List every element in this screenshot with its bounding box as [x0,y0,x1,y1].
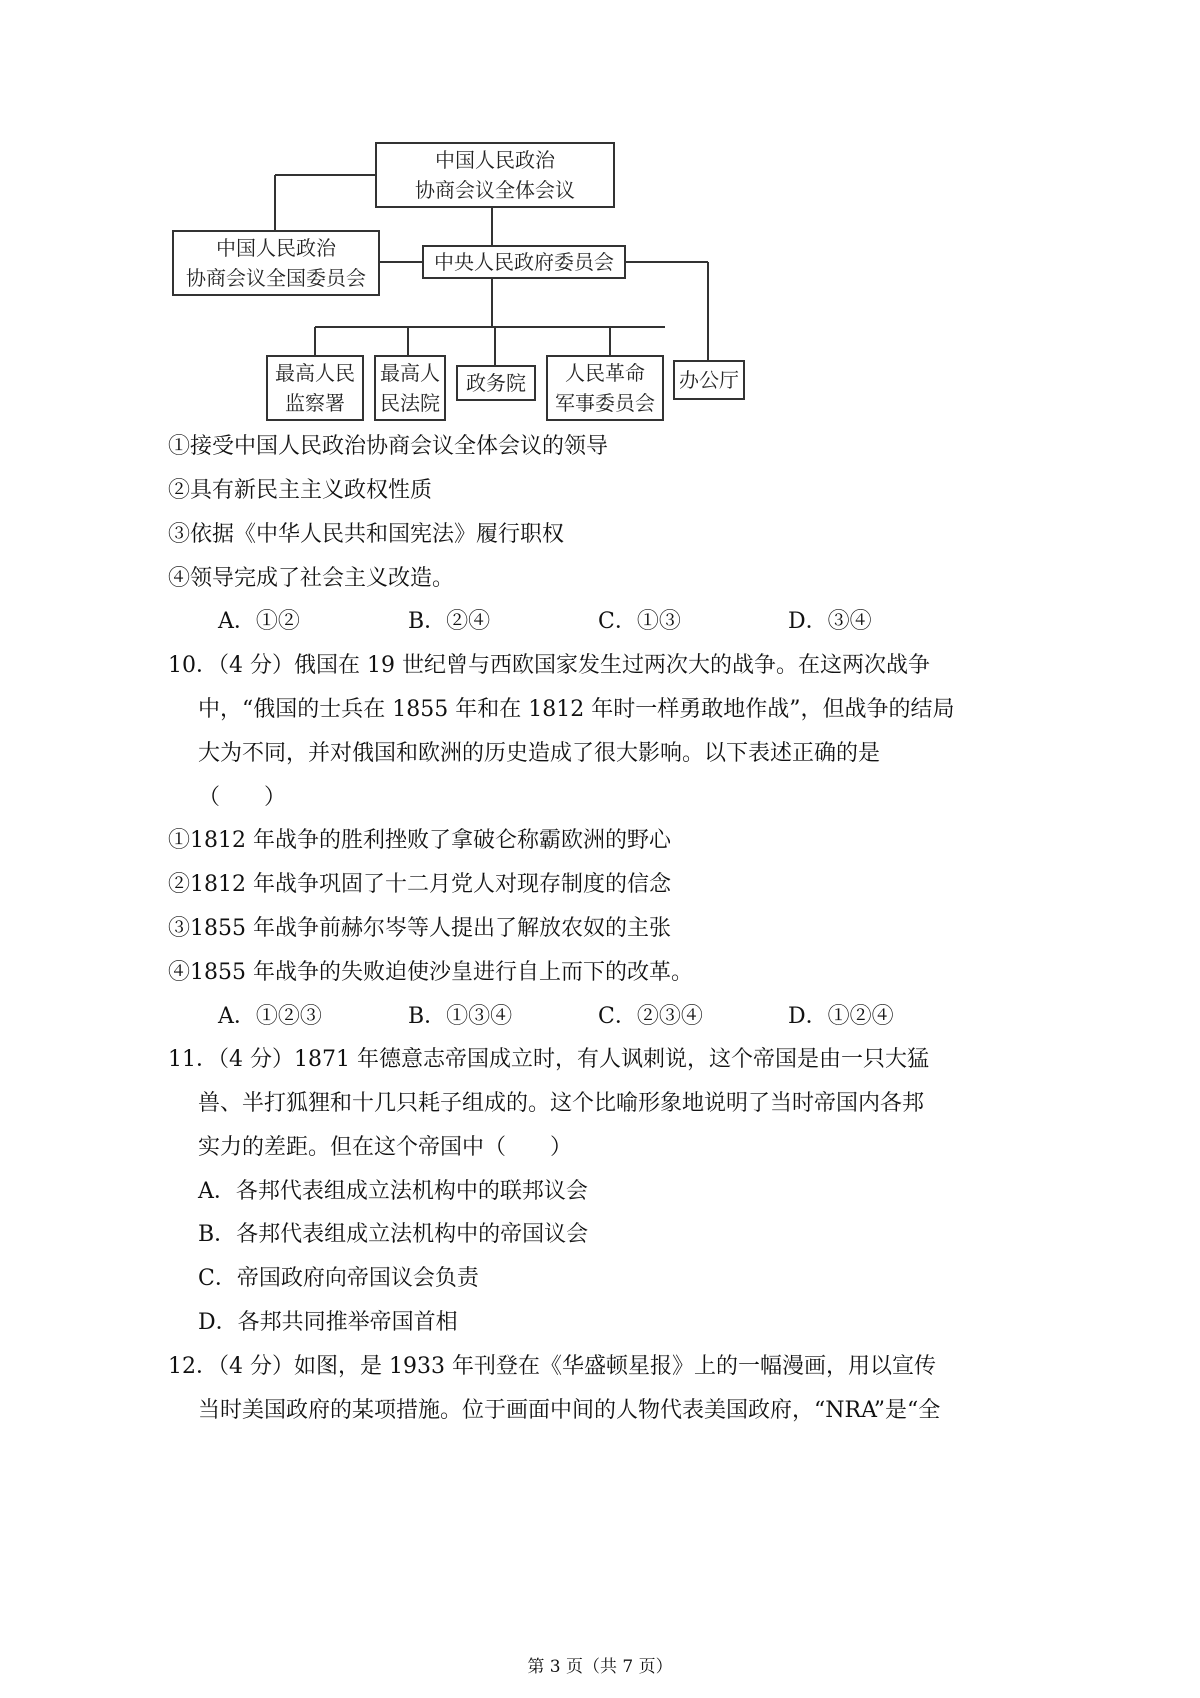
q12-stem: 当时美国政府的某项措施。位于画面中间的人物代表美国政府，“NRA”是“全 [198,1398,941,1423]
q9-statement: ②具有新民主主义政权性质 [168,478,433,503]
q10-answer-paren: （ ） [198,785,287,810]
q10-statement: ④1855 年战争的失败迫使沙皇进行自上而下的改革。 [168,960,693,985]
diagram-box-procuratorate: 最高人民 监察署 [266,355,364,421]
diagram-box-central-government: 中央人民政府委员会 [422,245,626,279]
q9-option-c[interactable]: C．①③ [598,609,681,634]
q9-option-a[interactable]: A．①② [218,609,300,634]
diagram-box-military-commission: 人民革命 军事委员会 [546,355,664,421]
q12-stem: 12．（4 分）如图，是 1933 年刊登在《华盛顿星报》上的一幅漫画，用以宣传 [168,1354,936,1379]
q10-statement: ②1812 年战争巩固了十二月党人对现存制度的信念 [168,872,671,897]
q9-option-b[interactable]: B．②④ [408,609,491,634]
q10-stem: 10．（4 分）俄国在 19 世纪曾与西欧国家发生过两次大的战争。在这两次战争 [168,653,930,678]
q9-statement: ④领导完成了社会主义改造。 [168,566,455,591]
q10-options [218,1002,978,1032]
diagram-box-plenary: 中国人民政治 协商会议全体会议 [375,142,615,208]
diagram-box-state-council: 政务院 [456,365,536,401]
diagram-box-supreme-court: 最高人 民法院 [374,355,446,421]
q9-statement: ①接受中国人民政治协商会议全体会议的领导 [168,434,609,459]
q11-option-b[interactable]: B．各邦代表组成立法机构中的帝国议会 [198,1222,589,1247]
q11-option-d[interactable]: D．各邦共同推举帝国首相 [198,1310,458,1335]
q10-option-b[interactable]: B．①③④ [408,1004,513,1029]
q11-option-a[interactable]: A．各邦代表组成立法机构中的联邦议会 [198,1179,588,1204]
q10-statement: ③1855 年战争前赫尔岑等人提出了解放农奴的主张 [168,916,671,941]
q11-stem: 11．（4 分）1871 年德意志帝国成立时，有人讽刺说，这个帝国是由一只大猛 [168,1047,929,1072]
diagram-box-general-office: 办公厅 [673,360,745,400]
q10-option-c[interactable]: C．②③④ [598,1004,703,1029]
q9-options [218,607,978,637]
diagram-box-national-committee: 中国人民政治 协商会议全国委员会 [172,230,380,296]
q11-option-c[interactable]: C．帝国政府向帝国议会负责 [198,1266,479,1291]
q10-stem: 中，“俄国的士兵在 1855 年和在 1812 年时一样勇敢地作战”，但战争的结局 [198,697,955,722]
q9-statement: ③依据《中华人民共和国宪法》履行职权 [168,522,565,547]
q10-statement: ①1812 年战争的胜利挫败了拿破仑称霸欧洲的野心 [168,828,671,853]
q9-option-d[interactable]: D．③④ [788,609,872,634]
q10-option-d[interactable]: D．①②④ [788,1004,894,1029]
page-number-footer: 第 3 页（共 7 页） [527,1657,673,1677]
q11-stem: 实力的差距。但在这个帝国中（ ） [198,1135,573,1160]
q11-stem: 兽、半打狐狸和十几只耗子组成的。这个比喻形象地说明了当时帝国内各邦 [198,1091,925,1116]
q10-option-a[interactable]: A．①②③ [218,1004,322,1029]
q10-stem: 大为不同，并对俄国和欧洲的历史造成了很大影响。以下表述正确的是 [198,741,881,766]
government-structure-diagram [170,140,820,470]
